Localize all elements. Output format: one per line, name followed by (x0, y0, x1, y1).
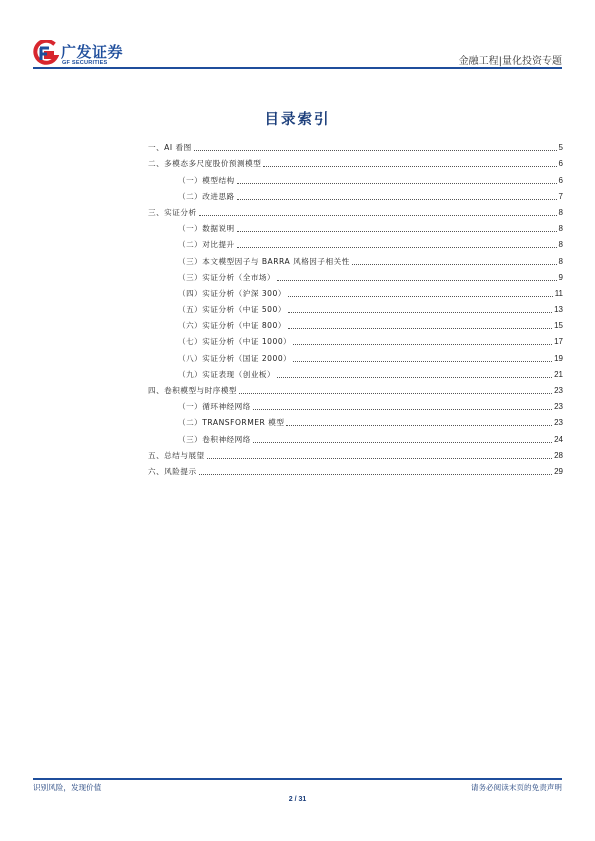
toc-entry[interactable] (148, 315, 563, 331)
toc-entry-label: 二、多模态多尺度股价预测模型 (148, 159, 262, 169)
toc-entry-page: 8 (558, 207, 563, 217)
toc-entry-label: （三）本文模型因子与 BARRA 风格因子相关性 (178, 256, 350, 266)
toc-entry-label: （三）卷积神经网络 (178, 434, 251, 444)
toc-entry[interactable] (148, 137, 563, 153)
toc-entry[interactable] (148, 347, 563, 363)
logo-chinese-name: 广发证券 (61, 43, 124, 61)
toc-entry[interactable] (148, 331, 563, 347)
footer-slogan: 识别风险，发现价值 (33, 783, 102, 792)
table-of-contents (148, 137, 563, 477)
gf-logo-icon (33, 40, 59, 66)
toc-dot-leader (277, 280, 556, 281)
header-divider (33, 67, 562, 69)
footer-divider (33, 778, 562, 780)
toc-entry[interactable] (148, 218, 563, 234)
toc-dot-leader (239, 393, 552, 394)
toc-entry-label: 一、AI 看图 (148, 143, 192, 153)
logo-english-name: GF SECURITIES (62, 60, 108, 66)
toc-dot-leader (293, 361, 552, 362)
toc-dot-leader (263, 166, 556, 167)
toc-entry-page: 29 (554, 466, 563, 476)
toc-entry[interactable] (148, 267, 563, 283)
toc-dot-leader (288, 328, 552, 329)
toc-entry-page: 13 (554, 305, 563, 315)
toc-entry-page: 23 (554, 402, 563, 412)
toc-entry[interactable] (148, 412, 563, 428)
toc-entry-page: 11 (554, 288, 563, 298)
toc-dot-leader (194, 150, 557, 151)
toc-entry-label: 四、卷积模型与时序模型 (148, 386, 238, 395)
toc-entry-label: 三、实证分析 (148, 207, 197, 217)
page-header (0, 0, 595, 72)
toc-entry-label: （一）数据说明 (178, 224, 235, 234)
toc-dot-leader (288, 296, 553, 297)
toc-entry-page: 23 (554, 386, 563, 395)
toc-entry-page: 8 (558, 256, 563, 266)
toc-entry-label: （二）对比提升 (178, 240, 235, 250)
toc-entry-label: （九）实证表现（创业板） (178, 369, 276, 379)
toc-dot-leader (237, 231, 557, 232)
toc-entry-label: （四）实证分析（沪深 300） (178, 288, 286, 298)
toc-dot-leader (352, 264, 557, 265)
toc-entry-page: 9 (558, 272, 563, 282)
toc-entry-label: （七）实证分析（中证 1000） (178, 337, 292, 347)
toc-entry-page: 8 (558, 224, 563, 234)
toc-dot-leader (237, 183, 557, 184)
toc-entry-page: 15 (554, 321, 563, 331)
toc-entry[interactable] (148, 428, 563, 444)
toc-dot-leader (253, 442, 552, 443)
toc-dot-leader (237, 199, 557, 200)
toc-title: 目录索引 (264, 111, 331, 128)
toc-entry-page: 24 (554, 434, 563, 444)
toc-entry-page: 6 (558, 159, 563, 169)
toc-entry-label: （八）实证分析（国证 2000） (178, 353, 292, 363)
toc-entry-label: （六）实证分析（中证 800） (178, 321, 286, 331)
toc-entry-page: 19 (554, 353, 563, 363)
toc-dot-leader (293, 344, 552, 345)
toc-entry[interactable] (148, 186, 563, 202)
toc-dot-leader (199, 215, 557, 216)
toc-entry-label: （三）实证分析（全市场） (178, 272, 276, 282)
toc-entry[interactable] (148, 283, 563, 299)
toc-entry[interactable] (148, 380, 563, 396)
company-logo (33, 40, 153, 70)
toc-entry-label: 五、总结与展望 (148, 450, 205, 460)
toc-entry-page: 28 (554, 450, 563, 460)
toc-entry-label: （五）实证分析（中证 500） (178, 305, 286, 315)
toc-entry[interactable] (148, 396, 563, 412)
footer-disclaimer-note: 请务必阅读末页的免责声明 (470, 783, 562, 792)
toc-entry-label: （二）TRANSFORMER 模型 (178, 418, 285, 428)
toc-dot-leader (286, 425, 552, 426)
toc-entry[interactable] (148, 169, 563, 185)
toc-entry-page: 7 (558, 191, 563, 201)
toc-entry-page: 8 (558, 240, 563, 250)
toc-entry-label: 六、风险提示 (148, 466, 197, 476)
toc-entry-page: 21 (554, 369, 563, 379)
toc-dot-leader (277, 377, 552, 378)
toc-dot-leader (253, 409, 552, 410)
toc-entry[interactable] (148, 202, 563, 218)
toc-entry[interactable] (148, 153, 563, 169)
report-category: 金融工程|量化投资专题 (458, 56, 562, 67)
toc-entry-label: （一）模型结构 (178, 175, 235, 185)
toc-entry-label: （一）循环神经网络 (178, 402, 251, 412)
toc-dot-leader (237, 247, 557, 248)
toc-entry-page: 17 (554, 337, 563, 347)
toc-dot-leader (199, 474, 553, 475)
toc-entry-page: 23 (554, 418, 563, 428)
toc-dot-leader (288, 312, 552, 313)
toc-entry-page: 5 (558, 143, 563, 153)
toc-entry[interactable] (148, 461, 563, 477)
toc-dot-leader (207, 458, 552, 459)
toc-entry-page: 6 (558, 175, 563, 185)
toc-entry[interactable] (148, 445, 563, 461)
toc-entry[interactable] (148, 364, 563, 380)
toc-entry[interactable] (148, 299, 563, 315)
toc-entry[interactable] (148, 234, 563, 250)
toc-entry-label: （二）改进思路 (178, 191, 235, 201)
toc-entry[interactable] (148, 250, 563, 266)
page-number: 2 / 31 (288, 796, 307, 803)
